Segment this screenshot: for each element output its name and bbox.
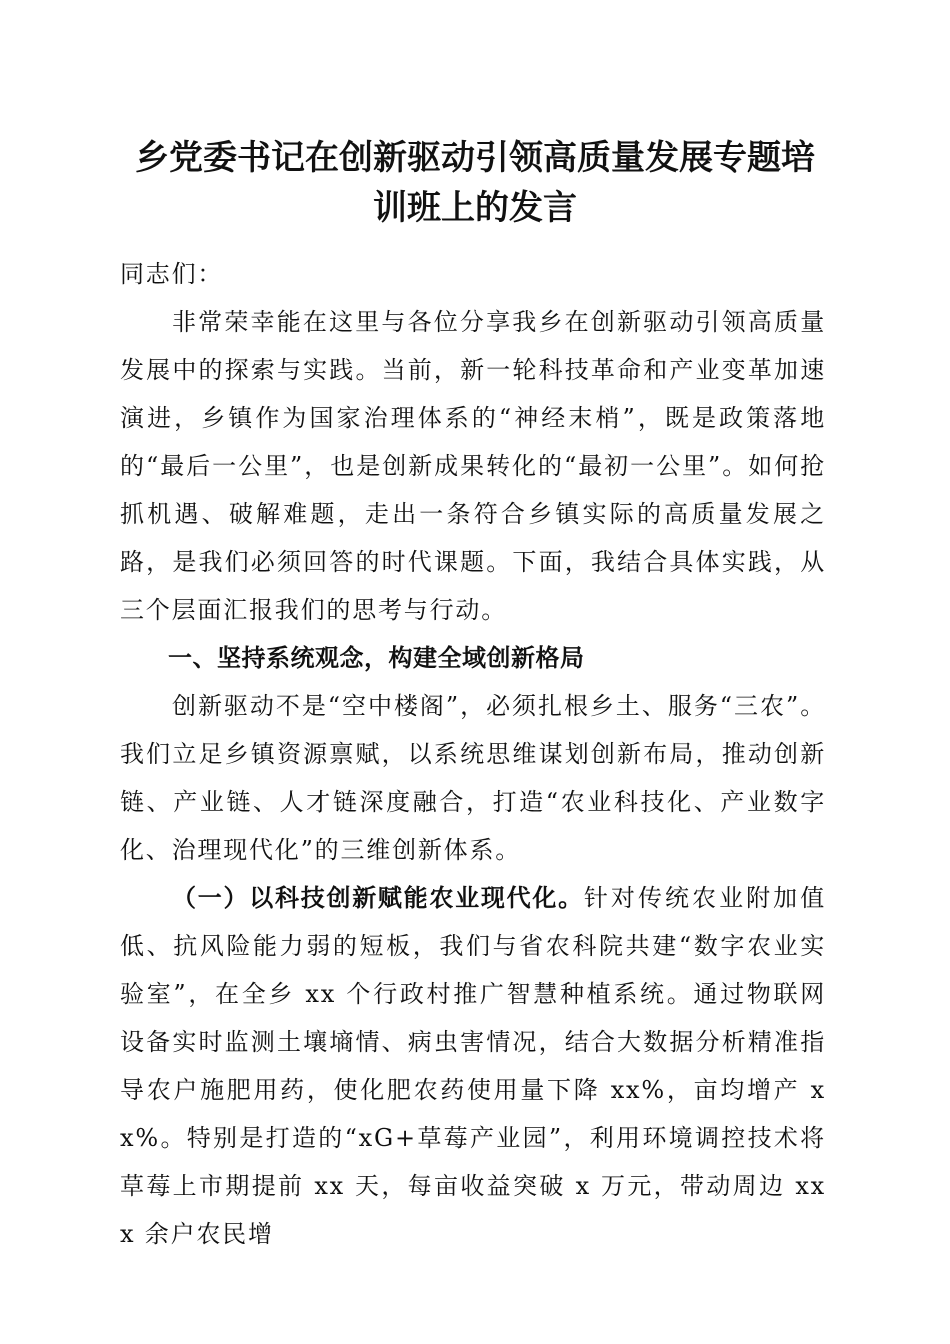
subsection-1-paragraph bbox=[120, 874, 826, 1258]
document-title bbox=[100, 133, 850, 233]
document-body bbox=[120, 250, 826, 1258]
salutation: 同志们： bbox=[120, 260, 224, 288]
intro-paragraph: 非常荣幸能在这里与各位分享我乡在创新驱动引领高质量发展中的探索与实践。当前，新一轮科技革命和产业变革加速演进，乡镇作为国家治理体系的“神经末梢”，既是政策落地的“最后一公里”，也是创新成果转化的“最初一公里”。如何抢抓机遇、破解难题，走出一条符合乡镇实际的高质量发展之路，是我们必须回答的时代课题。下面，我结合具体实践，从三个层面汇报我们的思考与行动。 bbox=[120, 308, 826, 624]
title-line-2: 训班上的发言 bbox=[373, 188, 577, 228]
section-1-paragraph: 创新驱动不是“空中楼阁”，必须扎根乡土、服务“三农”。我们立足乡镇资源禀赋，以系统思维谋划创新布局，推动创新链、产业链、人才链深度融合，打造“农业科技化、产业数字化、治理现代化”的三维创新体系。 bbox=[120, 692, 826, 864]
subsection-1-text: 针对传统农业附加值低、抗风险能力弱的短板，我们与省农科院共建“数字农业实验室”，在全乡 xx 个行政村推广智慧种植系统。通过物联网设备实时监测土壤墒情、病虫害情况，结合大数据分析精准指导农户施肥用药，使化肥农药使用量下降 xx%，亩均增产 xx%。特别是打造的“xG+草莓产业园”，利用环境调控技术将草莓上市期提前 xx 天，每亩收益突破 x 万元，带动周边 xxx 余户农民增 bbox=[120, 884, 827, 1248]
title-line-1: 乡党委书记在创新驱动引领高质量发展专题培 bbox=[135, 138, 815, 178]
subsection-1-lead: （一）以科技创新赋能农业现代化。 bbox=[172, 884, 584, 912]
section-1-heading: 一、坚持系统观念，构建全域创新格局 bbox=[168, 644, 585, 672]
